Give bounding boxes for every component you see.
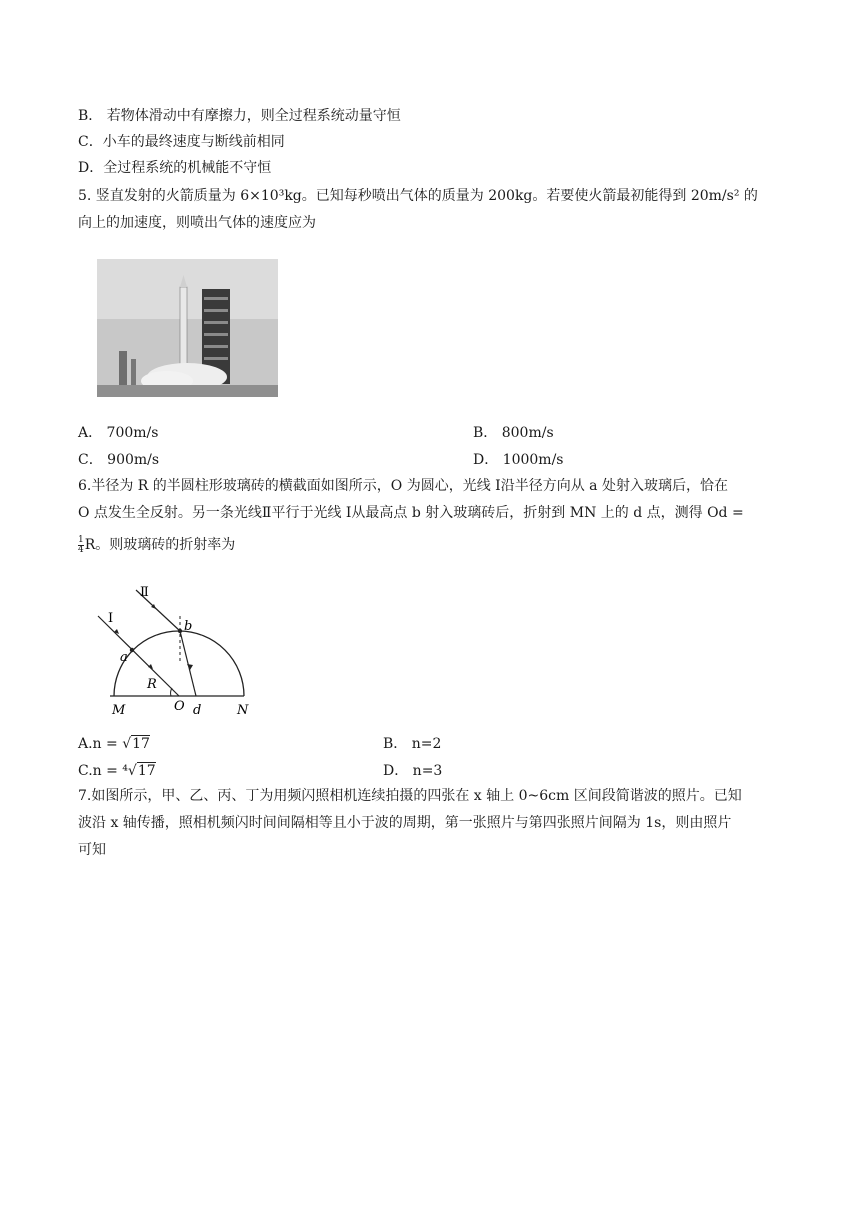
q5-option-d: D． 1000m/s (473, 452, 564, 468)
label-ray-one: Ⅰ (108, 611, 114, 626)
angle-mark (171, 688, 172, 696)
label-r: R (147, 677, 157, 692)
q6-option-b: B． n=2 (383, 736, 442, 752)
semicircle-arc (114, 631, 244, 696)
q6-option-c (78, 761, 156, 781)
semicircle-glass-diagram (92, 584, 262, 719)
label-b: b (184, 619, 193, 634)
q4-option-c: C．小车的最终速度与断线前相同 (78, 134, 285, 150)
label-d: d (193, 703, 202, 718)
q6-stem-line2: O 点发生全反射。另一条光线Ⅱ平行于光线 Ⅰ从最高点 b 射入玻璃砖后，折射到 MN 上的 d 点，测得 Od = (78, 505, 744, 521)
label-a: a (120, 650, 128, 665)
point-b (178, 629, 182, 633)
rocket-launch-photo (97, 259, 278, 397)
q4-option-b: B． 若物体滑动中有摩擦力，则全过程系统动量守恒 (78, 108, 401, 124)
q7-stem-line2: 波沿 x 轴传播，照相机频闪时间间隔相等且小于波的周期，第一张照片与第四张照片间隔为 1s，则由照片 (78, 815, 732, 831)
q7-stem-line3: 可知 (78, 842, 106, 858)
q5-option-a: A． 700m/s (78, 425, 159, 441)
q6-option-d: D． n=3 (383, 763, 443, 779)
fraction-denominator: 4 (78, 544, 84, 555)
refracted-ray-arrow-icon (187, 664, 193, 670)
q4-option-d: D．全过程系统的机械能不守恒 (78, 160, 272, 176)
q5-option-c: C． 900m/s (78, 452, 160, 468)
q5-option-b: B． 800m/s (473, 425, 554, 441)
q7-stem-line1: 7.如图所示，甲、乙、丙、丁为用频闪照相机连续拍摄的四张在 x 轴上 0~6cm 区间段简谐波的照片。已知 (78, 788, 742, 804)
point-a (130, 648, 134, 652)
ray-one-line (98, 616, 179, 696)
q6-stem-line3 (78, 535, 235, 555)
q6-stem-line3-text: R。则玻璃砖的折射率为 (84, 537, 236, 553)
q6-option-a-radicand: 17 (132, 736, 150, 752)
fraction-numerator: 1 (78, 534, 84, 545)
q5-stem-line2: 向上的加速度，则喷出气体的速度应为 (78, 215, 316, 231)
label-m: M (112, 703, 126, 718)
q6-option-c-prefix: C.n = ⁴√ (78, 763, 137, 779)
q6-option-a (78, 734, 150, 754)
label-ray-two: Ⅱ (140, 585, 149, 600)
label-n: N (237, 703, 249, 718)
refracted-ray-line (180, 631, 196, 696)
q5-stem-line1: 5. 竖直发射的火箭质量为 6×10³kg。已知每秒喷出气体的质量为 200kg。若要使火箭最初能得到 20m/s² 的 (78, 188, 758, 204)
q6-stem-line1: 6.半径为 R 的半圆柱形玻璃砖的横截面如图所示，O 为圆心，光线 Ⅰ沿半径方向从 a 处射入玻璃后，恰在 (78, 478, 728, 494)
label-o: O (174, 699, 185, 714)
fraction-one-quarter (78, 536, 84, 555)
q6-option-a-prefix: A.n = √ (78, 736, 132, 752)
q6-option-c-radicand: 17 (137, 763, 156, 779)
